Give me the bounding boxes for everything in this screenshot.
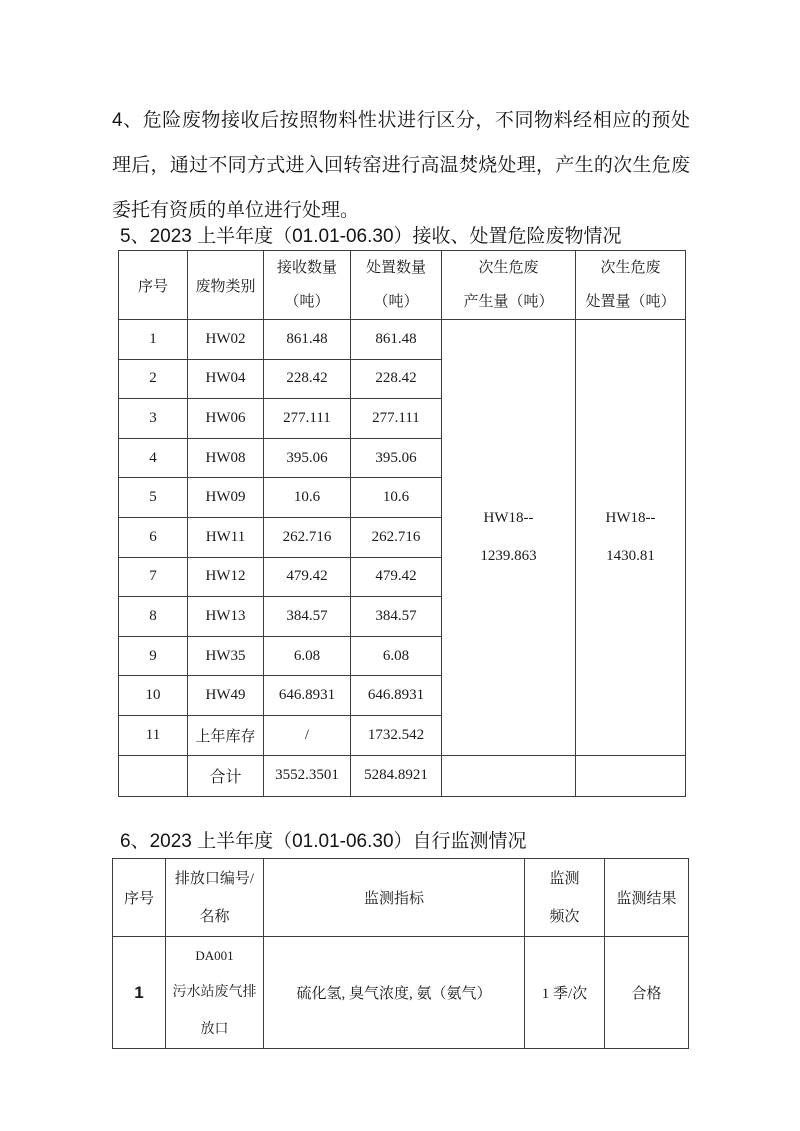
cell-disposed: 646.8931 (351, 676, 442, 716)
cell-no: 1 (113, 937, 166, 1049)
cell-disposed: 384.57 (351, 597, 442, 637)
table-row (119, 320, 686, 360)
cell-category: HW06 (188, 399, 264, 439)
table-header-row (119, 251, 686, 320)
cell-category: HW12 (188, 557, 264, 597)
header-category: 废物类别 (188, 251, 264, 320)
cell-category: HW13 (188, 597, 264, 637)
cell-result: 合格 (605, 937, 689, 1049)
cell-category: HW49 (188, 676, 264, 716)
cell-received: 6.08 (264, 636, 351, 676)
cell-received: 384.57 (264, 597, 351, 637)
header-no: 序号 (113, 859, 166, 937)
cell-received: 262.716 (264, 517, 351, 557)
header-indicators: 监测指标 (264, 859, 525, 937)
cell-received: 395.06 (264, 438, 351, 478)
cell-disposed: 228.42 (351, 359, 442, 399)
cell-disposed: 6.08 (351, 636, 442, 676)
header-frequency: 监测 频次 (525, 859, 605, 937)
cell-category: HW09 (188, 478, 264, 518)
header-secondary-produced: 次生危废 产生量（吨） (442, 251, 576, 320)
header-no: 序号 (119, 251, 188, 320)
self-monitoring-table (112, 858, 689, 1049)
cell-category: HW11 (188, 517, 264, 557)
cell-no: 9 (119, 636, 188, 676)
outlet-code: DA001 (195, 948, 234, 963)
cell-received: 228.42 (264, 359, 351, 399)
cell-received: 277.111 (264, 399, 351, 439)
cell-frequency: 1 季/次 (525, 937, 605, 1049)
header-result: 监测结果 (605, 859, 689, 937)
cell-disposed: 10.6 (351, 478, 442, 518)
cell-category: HW04 (188, 359, 264, 399)
total-disposed-cell: 5284.8921 (351, 755, 442, 796)
table-header-row (113, 859, 689, 937)
cell-indicators: 硫化氢, 臭气浓度, 氨（氨气） (264, 937, 525, 1049)
total-label-cell: 合计 (188, 755, 264, 796)
cell-disposed: 1732.542 (351, 715, 442, 755)
cell-received: / (264, 715, 351, 755)
cell-no: 10 (119, 676, 188, 716)
cell-disposed: 277.111 (351, 399, 442, 439)
header-secondary-disposed: 次生危废 处置量（吨） (576, 251, 686, 320)
cell-received: 861.48 (264, 320, 351, 360)
cell-no: 11 (119, 715, 188, 755)
section-6-title: 6、2023 上半年度（01.01-06.30）自行监测情况 (120, 831, 527, 852)
cell-outlet (166, 937, 264, 1049)
header-received: 接收数量 （吨） (264, 251, 351, 320)
cell-received: 10.6 (264, 478, 351, 518)
secondary-disposed-cell: HW18-- 1430.81 (576, 320, 686, 756)
header-disposed: 处置数量 （吨） (351, 251, 442, 320)
cell-disposed: 479.42 (351, 557, 442, 597)
cell-disposed: 861.48 (351, 320, 442, 360)
header-outlet: 排放口编号/ 名称 (166, 859, 264, 937)
cell-no: 3 (119, 399, 188, 439)
body-paragraph-4: 4、危险废物接收后按照物料性状进行区分，不同物料经相应的预处理后，通过不同方式进入回转窑进行高温焚烧处理，产生的次生危废委托有资质的单位进行处理。 (112, 110, 690, 221)
cell-no: 2 (119, 359, 188, 399)
total-secondary-produced-cell (442, 755, 576, 796)
cell-no: 5 (119, 478, 188, 518)
total-no-cell (119, 755, 188, 796)
waste-receiving-disposal-table (118, 250, 686, 797)
total-received-cell: 3552.3501 (264, 755, 351, 796)
cell-disposed: 395.06 (351, 438, 442, 478)
cell-received: 646.8931 (264, 676, 351, 716)
cell-no: 6 (119, 517, 188, 557)
outlet-name: 污水站废气排放口 (172, 985, 257, 1037)
cell-category: HW08 (188, 438, 264, 478)
cell-received: 479.42 (264, 557, 351, 597)
secondary-produced-cell: HW18-- 1239.863 (442, 320, 576, 756)
cell-category: HW35 (188, 636, 264, 676)
section-5-title: 5、2023 上半年度（01.01-06.30）接收、处置危险废物情况 (120, 226, 622, 247)
cell-no: 8 (119, 597, 188, 637)
cell-no: 4 (119, 438, 188, 478)
table-row (113, 937, 689, 1049)
table-total-row (119, 755, 686, 796)
total-secondary-disposed-cell (576, 755, 686, 796)
cell-no: 7 (119, 557, 188, 597)
cell-category: 上年库存 (188, 715, 264, 755)
cell-category: HW02 (188, 320, 264, 360)
cell-disposed: 262.716 (351, 517, 442, 557)
cell-no: 1 (119, 320, 188, 360)
